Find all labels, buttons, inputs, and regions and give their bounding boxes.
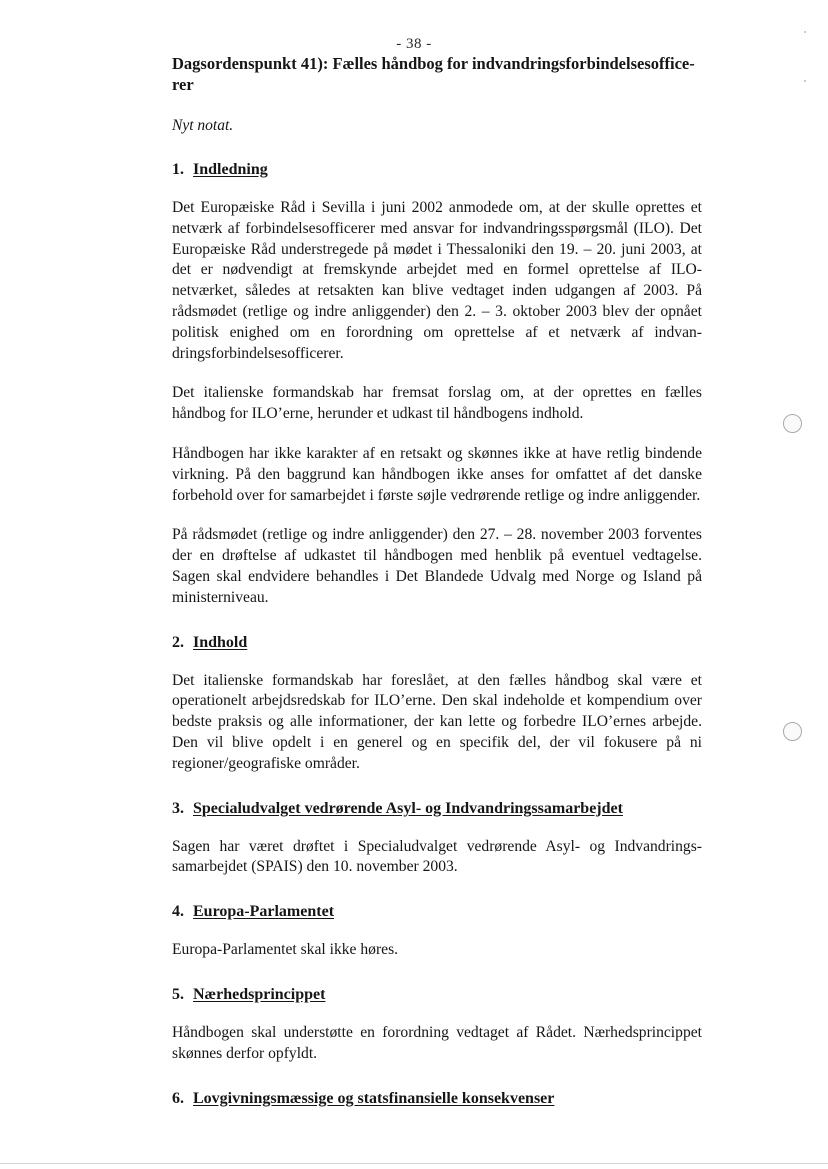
section-number: 1. bbox=[172, 161, 184, 178]
section-number: 5. bbox=[172, 985, 184, 1003]
binder-hole-icon bbox=[783, 722, 802, 741]
page-content bbox=[172, 53, 702, 1109]
section-title: Lovgivningsmæssige og statsfinansielle konsekvenser bbox=[193, 1089, 555, 1107]
paragraph: Det Europæiske Råd i Sevilla i juni 2002 anmodede om, at der skulle oprettes et netværk af forbindelsesofficerer med ansvar for indvandringsspørgsmål (ILO). Det Europæiske Råd understregede på mødet i Thessaloniki den 19. – 20. juni 2003, at det er nødvendigt at fremskynde arbejdet med en formel oprettelse af ILO-netværket, således at retsakten kan blive vedtaget inden udgangen af 2003. På rådsmødet (retlige og indre anliggender) den 2. – 3. oktober 2003 blev der opnået politisk enighed om en forordning om oprettelse af et netværk af indvandringsforbindelsesofficerer. bbox=[172, 199, 702, 362]
section-title: Specialudvalget vedrørende Asyl- og Indvandringssamarbejdet bbox=[193, 799, 623, 817]
section-heading bbox=[172, 633, 702, 653]
scan-speck bbox=[804, 80, 806, 82]
section-number: 6. bbox=[172, 1089, 184, 1107]
section-title: Europa-Parlamentet bbox=[193, 903, 335, 921]
paragraph: Det italienske formandskab har foreslået, at den fælles håndbog skal være et operationelt arbejdsredskab for ILO’erne. Den skal indeholde et kompendium over bedste praksis og alle informationer, der kan lette og forbedre ILO’ernes arbejde. Den vil blive opdelt i en generel og en specifik del, der vil fokusere på ni regioner/geografiske områder. bbox=[172, 671, 702, 772]
section-legal-consequences bbox=[172, 1089, 702, 1109]
section-number: 4. bbox=[172, 903, 184, 921]
scan-speck bbox=[804, 31, 806, 33]
section-title: Indledning bbox=[193, 161, 268, 178]
paragraph: På rådsmødet (retlige og indre anliggender) den 27. – 28. november 2003 forventes der en drøftelse af udkastet til håndbogen med henblik på eventuel vedtagelse. Sagen skal endvidere behandles i Det Blandede Udvalg med Norge og Island på ministerniveau. bbox=[172, 526, 702, 606]
section-title: Nærhedsprincippet bbox=[193, 985, 326, 1003]
section-heading bbox=[172, 1089, 702, 1109]
page-number: - 38 - bbox=[396, 36, 432, 52]
paragraph: Europa-Parlamentet skal ikke høres. bbox=[172, 941, 399, 959]
paragraph: Håndbogen har ikke karakter af en retsakt og skønnes ikke at have retlig bindende virkning. På den baggrund kan håndbogen ikke anses for omfattet af det danske forbehold over for samarbejdet i første søjle vedrørende retlige og indre anliggender. bbox=[172, 444, 702, 504]
section-content bbox=[172, 633, 702, 775]
binder-hole-icon bbox=[783, 414, 802, 433]
section-special-committee bbox=[172, 799, 702, 879]
section-number: 3. bbox=[172, 799, 184, 817]
paragraph: Det italienske formandskab har fremsat forslag om, at der oprettes en fælles håndbog for ILO’erne, herunder et udkast til håndbogens indhold. bbox=[172, 384, 702, 423]
section-heading bbox=[172, 985, 702, 1005]
memo-note: Nyt notat. bbox=[172, 117, 234, 134]
section-heading bbox=[172, 160, 702, 180]
paragraph: Sagen har været drøftet i Specialudvalget vedrørende Asyl- og Indvandringssamarbejdet (SPAIS) den 10. november 2003. bbox=[172, 837, 702, 876]
section-subsidiarity bbox=[172, 985, 702, 1065]
section-title: Indhold bbox=[193, 633, 248, 651]
agenda-title bbox=[172, 53, 702, 95]
section-introduction bbox=[172, 160, 702, 609]
paragraph: Håndbogen skal understøtte en forordning vedtaget af Rådet. Nærhedsprincippet skønnes derfor opfyldt. bbox=[172, 1023, 702, 1062]
section-heading bbox=[172, 799, 702, 819]
page-bottom-edge bbox=[0, 1163, 828, 1164]
section-heading bbox=[172, 902, 702, 922]
section-european-parliament bbox=[172, 902, 702, 961]
section-number: 2. bbox=[172, 633, 184, 651]
agenda-title-line-1: Dagsordenspunkt 41): Fælles håndbog for indvandringsforbindelsesoffice- bbox=[172, 54, 695, 73]
agenda-title-line-2: rer bbox=[172, 75, 194, 94]
